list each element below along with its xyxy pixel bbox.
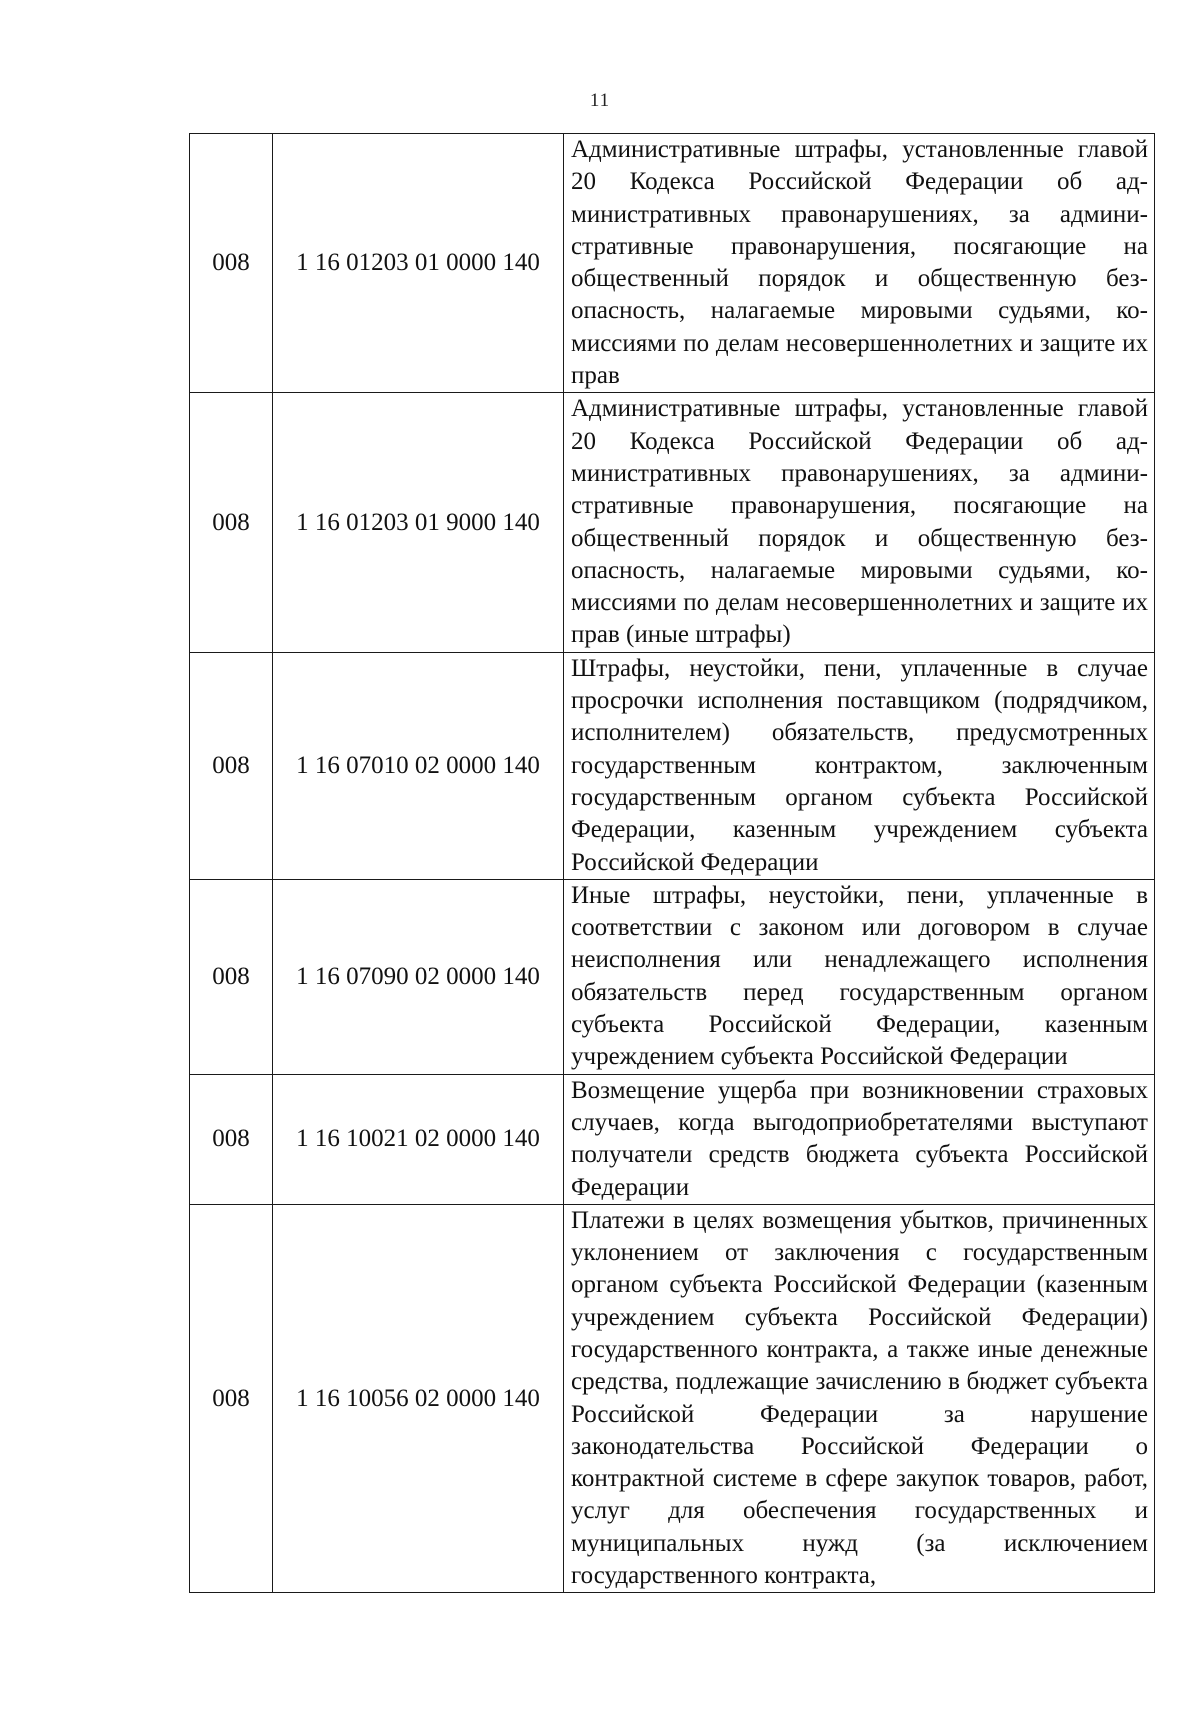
description-cell: [564, 1204, 1155, 1593]
table-row: [190, 1074, 1155, 1204]
admin-code-cell: 008: [190, 879, 273, 1074]
description-text: Иные штрафы, неустойки, пени, уплаченные в соответствии с законом или договором в случае неисполнения или ненадлежащего исполнения обязательств перед государственным органом субъекта Российской Федерации, казенным учреждением субъекта Российской Федерации: [571, 881, 1148, 1071]
description-text: Платежи в целях возмещения убытков, причиненных уклонением от заключения с государственным органом субъекта Российской Федерации (казенным учреждением субъекта Российской Федерации) государственного контракта, а также иные денежные средства, подлежащие зачислению в бюджет субъекта Российской Федерации за нарушение законодательства Российской Федерации о контрактной системе в сфере закупок товаров, работ, услуг для обеспечения государственных и муниципальных нужд (за исключением государственного контракта,: [571, 1206, 1148, 1590]
description-cell: [564, 879, 1155, 1074]
description-cell: [564, 652, 1155, 879]
budget-code-cell: 1 16 01203 01 9000 140: [273, 393, 564, 652]
revenue-codes-table: [189, 133, 1155, 1593]
description-cell: [564, 134, 1155, 393]
description-text: Возмещение ущерба при возникновении страховых случаев, когда выгодоприобретателями выступают получатели средств бюджета субъекта Российской Федерации: [571, 1076, 1148, 1201]
table-row: [190, 1204, 1155, 1593]
budget-code-cell: 1 16 10021 02 0000 140: [273, 1074, 564, 1204]
table-row: [190, 652, 1155, 879]
table-row: [190, 879, 1155, 1074]
description-text: Административные штрафы, установленные главой 20 Кодекса Российской Федерации об административных правонарушениях, за административные правонарушения, посягающие на общественный порядок и общественную безопасность, налагаемые мировыми судьями, комиссиями по делам несовершеннолетних и защите их прав: [571, 136, 1148, 390]
description-cell: [564, 1074, 1155, 1204]
table-row: [190, 134, 1155, 393]
budget-code-cell: 1 16 10056 02 0000 140: [273, 1204, 564, 1593]
description-cell: [564, 393, 1155, 652]
admin-code-cell: 008: [190, 1074, 273, 1204]
admin-code-cell: 008: [190, 393, 273, 652]
admin-code-cell: 008: [190, 1204, 273, 1593]
budget-code-cell: 1 16 07090 02 0000 140: [273, 879, 564, 1074]
page-number: 11: [589, 90, 611, 111]
table-row: [190, 393, 1155, 652]
description-text: Административные штрафы, установленные главой 20 Кодекса Российской Федерации об административных правонарушениях, за административные правонарушения, посягающие на общественный порядок и общественную безопасность, налагаемые мировыми судьями, комиссиями по делам несовершеннолетних и защите их прав (иные штрафы): [571, 395, 1148, 649]
budget-code-cell: 1 16 01203 01 0000 140: [273, 134, 564, 393]
admin-code-cell: 008: [190, 652, 273, 879]
description-text: Штрафы, неустойки, пени, уплаченные в случае просрочки исполнения поставщиком (подрядчиком, исполнителем) обязательств, предусмотренных государственным контрактом, заключенным государственным органом субъекта Российской Федерации, казенным учреждением субъекта Российской Федерации: [571, 654, 1148, 876]
budget-code-cell: 1 16 07010 02 0000 140: [273, 652, 564, 879]
admin-code-cell: 008: [190, 134, 273, 393]
